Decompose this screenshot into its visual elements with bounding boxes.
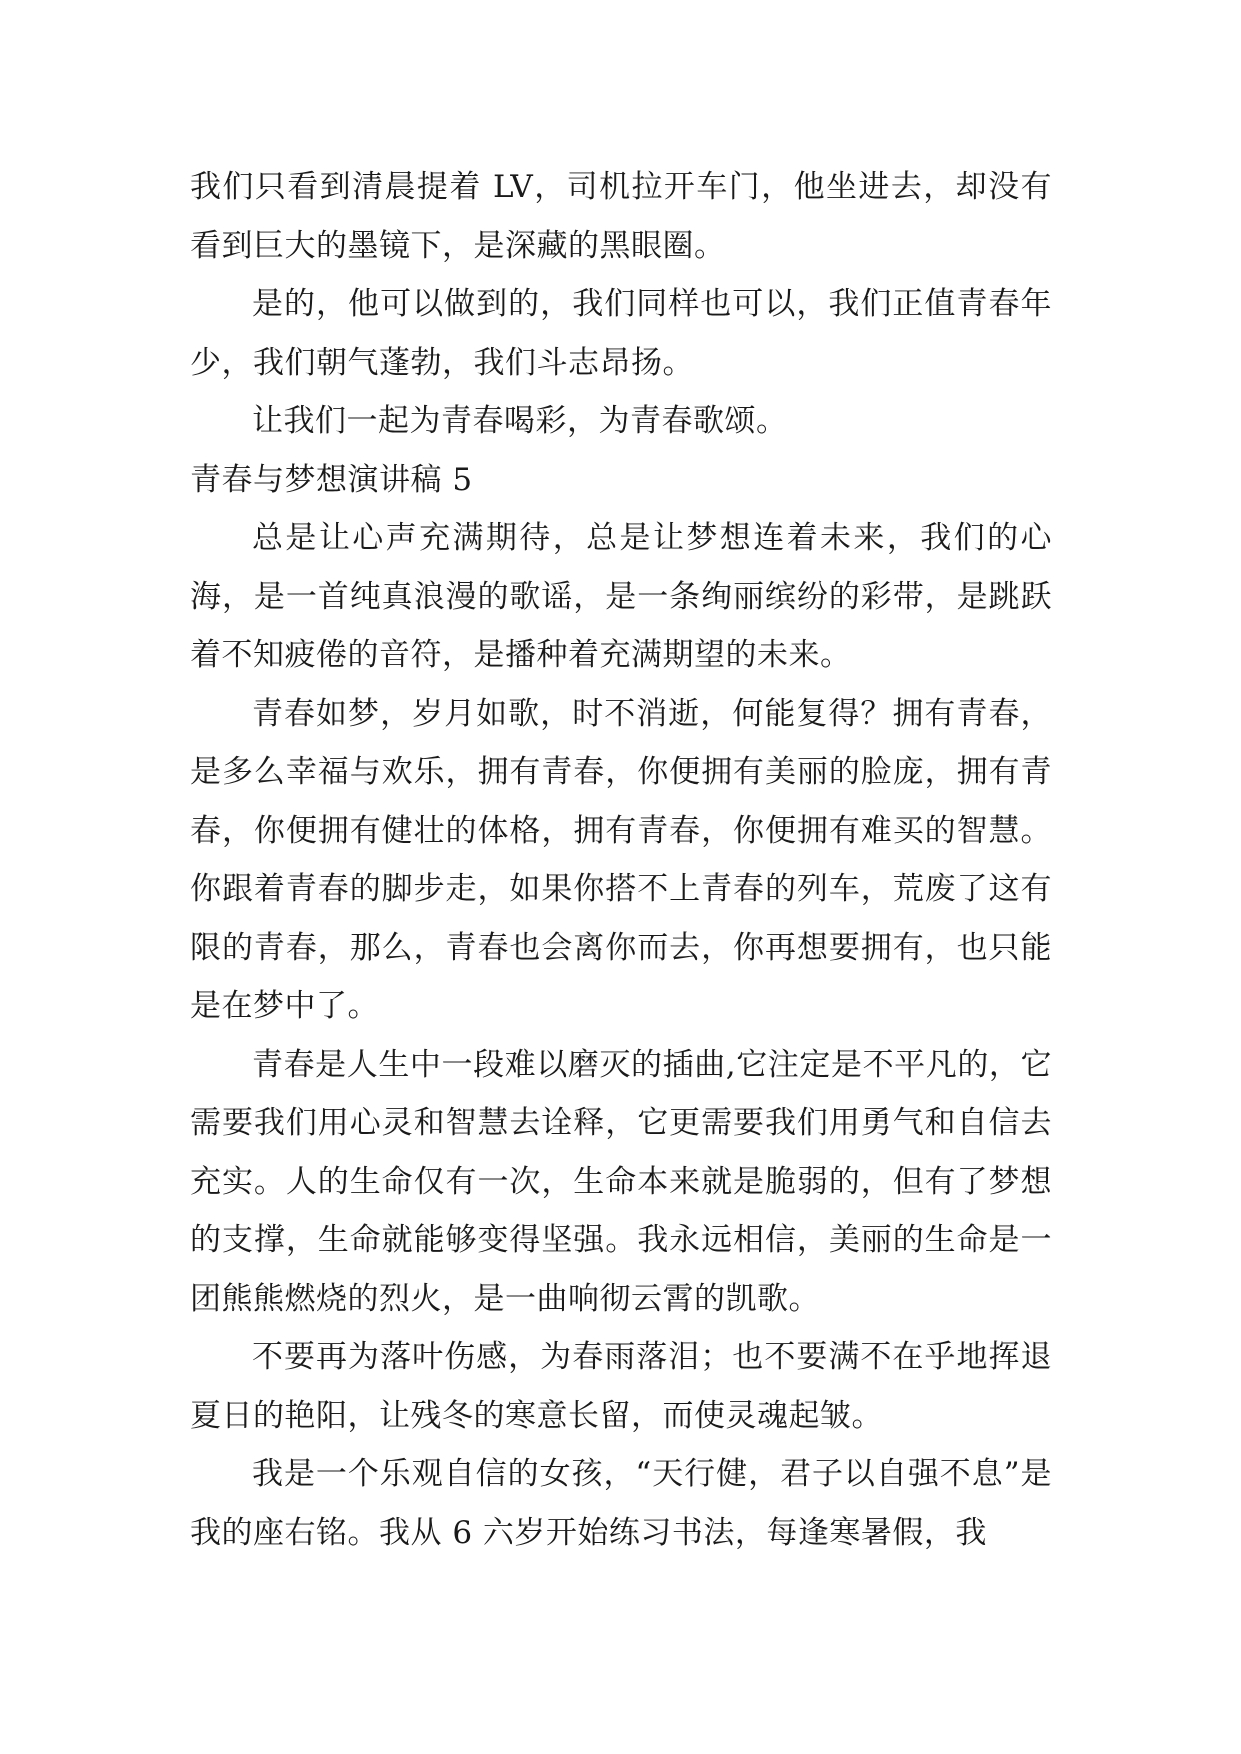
paragraph: 青春是人生中一段难以磨灭的插曲,它注定是不平凡的，它需要我们用心灵和智慧去诠释，它更需要我们用勇气和自信去充实。人的生命仅有一次，生命本来就是脆弱的，但有了梦想的支撑，生命就能够变得坚强。我永远相信，美丽的生命是一团熊熊燃烧的烈火，是一曲响彻云霄的凯歌。 [190, 1046, 1052, 1317]
section-heading: 青春与梦想演讲稿 5 [190, 461, 473, 498]
paragraph: 让我们一起为青春喝彩，为青春歌颂。 [252, 403, 788, 439]
paragraph: 青春如梦，岁月如歌，时不消逝，何能复得？拥有青春，是多么幸福与欢乐，拥有青春，你便拥有美丽的脸庞，拥有青春，你便拥有健壮的体格，拥有青春，你便拥有难买的智慧。你跟着青春的脚步走，如果你搭不上青春的列车，荒废了这有限的青春，那么，青春也会离你而去，你再想要拥有，也只能是在梦中了。 [190, 695, 1052, 1024]
paragraph: 总是让心声充满期待，总是让梦想连着未来，我们的心海，是一首纯真浪漫的歌谣，是一条绚丽缤纷的彩带，是跳跃着不知疲倦的音符，是播种着充满期望的未来。 [190, 520, 1052, 673]
paragraph: 我们只看到清晨提着 LV，司机拉开车门，他坐进去，却没有看到巨大的墨镜下，是深藏的黑眼圈。 [190, 169, 1052, 264]
paragraph: 我是一个乐观自信的女孩，“天行健，君子以自强不息”是我的座右铭。我从 6 六岁开始练习书法，每逢寒暑假，我 [190, 1456, 1052, 1551]
paragraph: 不要再为落叶伤感，为春雨落泪；也不要满不在乎地挥退夏日的艳阳，让残冬的寒意长留，而使灵魂起皱。 [190, 1339, 1052, 1434]
paragraph: 是的，他可以做到的，我们同样也可以，我们正值青春年少，我们朝气蓬勃，我们斗志昂扬。 [190, 286, 1052, 381]
document-body [190, 158, 1052, 1562]
